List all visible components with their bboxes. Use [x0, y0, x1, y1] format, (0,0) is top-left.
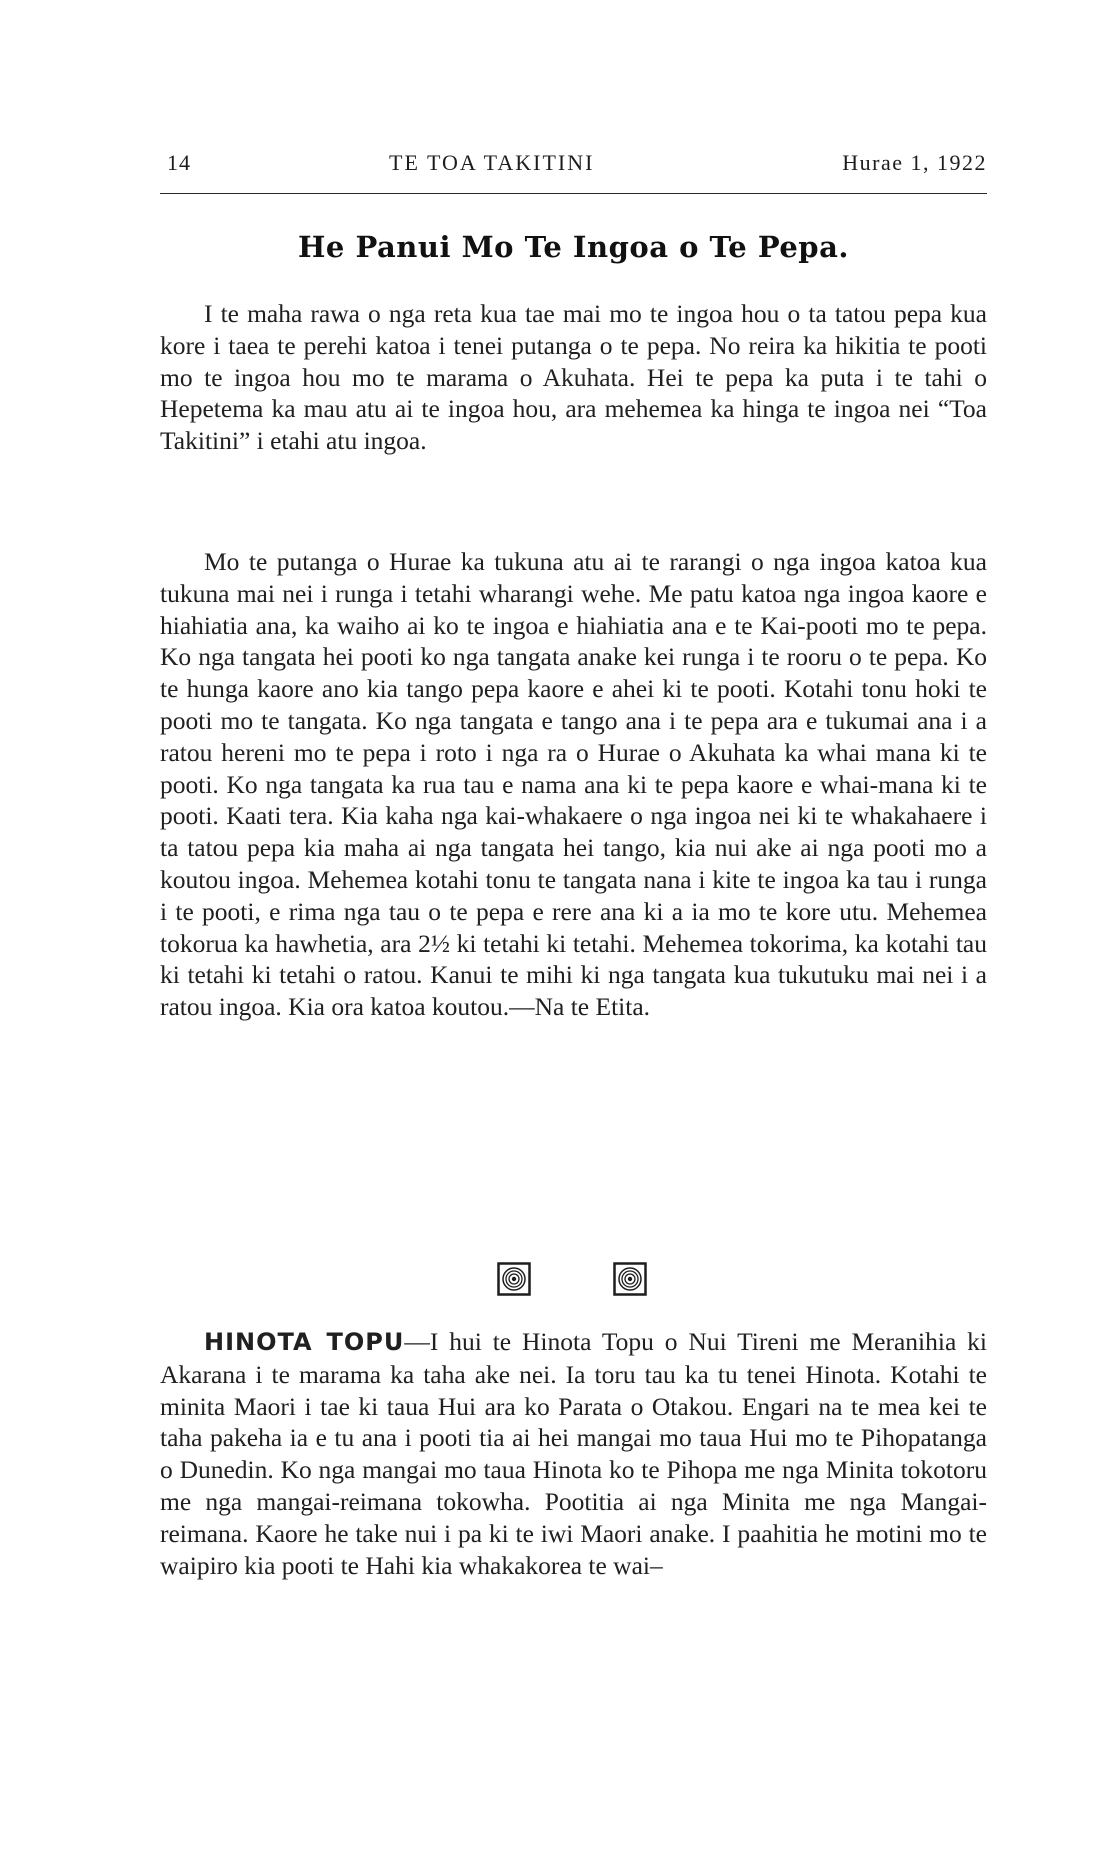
article-paragraph-2: Mo te putanga o Hurae ka tukuna atu ai te rarangi o nga ingoa katoa kua tukuna mai nei i runga i tetahi wharangi wehe. Me patu katoa nga ingoa kaore e hiahiatia ana, ka waiho ai ko te ingoa e hiahiatia ana e te Kai-pooti mo te pepa. Ko nga tangata hei pooti ko nga tangata anake kei runga i te rooru o te pepa. Ko te hunga kaore ano kia tango pepa kaore e ahei ki te pooti. Kotahi tonu hoki te pooti mo te tangata. Ko nga tangata e tango ana i te pepa ara e tukumai ana i a ratou hereni mo te pepa i roto i nga ra o Hurae o Akuhata ka whai mana ki te pooti. Ko nga tangata ka rua tau e nama ana ki te pepa kaore e whai-mana ki te pooti. Kaati tera. Kia kaha nga kai-whakaere o nga ingoa nei ki te whakahaere i ta tatou pepa kia maha ai nga tangata hei tango, kia nui ake ai nga pooti mo a koutou ingoa. Mehemea kotahi tonu te tangata nana i kite te ingoa ka tau i runga i te pooti, e rima nga tau o te pepa e rere ana ki a ia mo te kore utu. Mehemea tokorua ka hawhetia, ara 2½ ki tetahi ki tetahi. Mehemea tokorima, ka kotahi tau ki tetahi ki tetahi o ratou. Kanui te mihi ki nga tangata kua tukutuku mai nei i a ratou ingoa. Kia ora katoa koutou.—Na te Etita.: [160, 547, 987, 1022]
news-item-paragraph: [160, 1326, 987, 1581]
running-head: [157, 150, 987, 182]
concentric-square-ornament-icon: [497, 1262, 531, 1296]
news-item-run-in-heading: HINOTA TOPU: [204, 1328, 405, 1356]
article-paragraph-1: I te maha rawa o nga reta kua tae mai mo te ingoa hou o ta tatou pepa kua kore i taea te perehi katoa i tenei putanga o te pepa. No reira ka hikitia te pooti mo te ingoa hou mo te marama o Akuhata. Hei te pepa ka puta i te tahi o Hepetema ka mau atu ai te ingoa hou, ara mehemea ka hinga te ingoa nei “Toa Takitini” i etahi atu ingoa.: [160, 299, 987, 456]
concentric-square-ornament-icon: [613, 1262, 647, 1296]
journal-title: TE TOA TAKITINI: [389, 150, 595, 175]
page-number: 14: [167, 150, 191, 175]
section-divider: [160, 1262, 987, 1302]
news-item-text: —I hui te Hinota Topu o Nui Tireni me Meranihia ki Akarana i te marama ka taha ake nei. Ia toru tau ka tu tenei Hinota. Kotahi te minita Maori i tae ki taua Hui ara ko Parata o Otakou. Engari na te mea kei te taha pakeha ia e tu ana i pooti tia ai hei mangai mo taua Hui mo te Pihopatanga o Dunedin. Ko nga mangai mo taua Hinota ko te Pihopa me nga Minita tokotoru me nga mangai-reimana tokowha. Pootitia ai nga Minita me nga Mangai-reimana. Kaore he take nui i pa ki te iwi Maori anake. I paahitia he motini mo te waipiro kia pooti te Hahi kia whakakorea te wai–: [160, 1327, 987, 1580]
article-heading: He Panui Mo Te Ingoa o Te Pepa.: [298, 230, 849, 264]
issue-date: Hurae 1, 1922: [842, 150, 987, 175]
header-rule: [160, 193, 987, 194]
